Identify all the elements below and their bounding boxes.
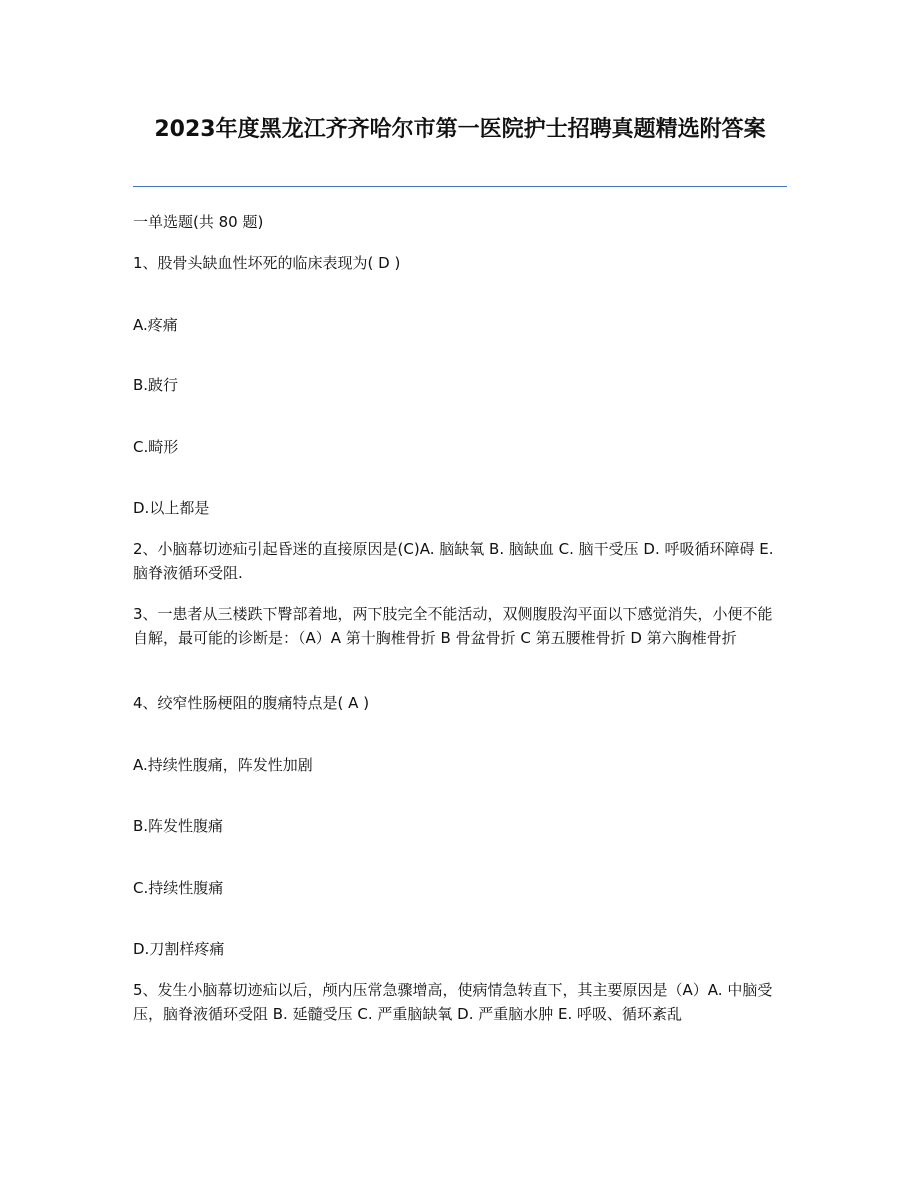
question-1-option-c: C.畸形 bbox=[133, 438, 179, 456]
document-title: 2023年度黑龙江齐齐哈尔市第一医院护士招聘真题精选附答案 bbox=[154, 117, 766, 142]
question-4-option-c: C.持续性腹痛 bbox=[133, 879, 224, 897]
question-1-option-b: B.跛行 bbox=[133, 376, 179, 394]
section-heading: 一单选题(共 80 题) bbox=[133, 213, 264, 231]
question-4-option-a: A.持续性腹痛，阵发性加剧 bbox=[133, 756, 313, 774]
title-divider bbox=[133, 186, 787, 187]
question-3: 3、一患者从三楼跌下臀部着地，两下肢完全不能活动，双侧腹股沟平面以下感觉消失，小便不能自解，最可能的诊断是：（A）A 第十胸椎骨折 B 骨盆骨折 C 第五腰椎骨折 D 第六胸椎骨折 bbox=[133, 605, 773, 647]
question-4: 4、绞窄性肠梗阻的腹痛特点是( A ) bbox=[133, 694, 370, 712]
question-1: 1、股骨头缺血性坏死的临床表现为( D ) bbox=[133, 254, 401, 272]
question-4-option-d: D.刀割样疼痛 bbox=[133, 940, 225, 958]
question-4-option-b: B.阵发性腹痛 bbox=[133, 817, 224, 835]
question-5: 5、发生小脑幕切迹疝以后，颅内压常急骤增高，使病情急转直下，其主要原因是（A）A. 中脑受压，脑脊液循环受阻 B. 延髓受压 C. 严重脑缺氧 D. 严重脑水肿 E. 呼吸、循环紊乱 bbox=[133, 981, 773, 1023]
question-2: 2、小脑幕切迹疝引起昏迷的直接原因是(C)A. 脑缺氧 B. 脑缺血 C. 脑干受压 D. 呼吸循环障碍 E. 脑脊液循环受阻. bbox=[133, 540, 774, 582]
question-1-option-d: D.以上都是 bbox=[133, 499, 210, 517]
question-1-option-a: A.疼痛 bbox=[133, 316, 178, 334]
